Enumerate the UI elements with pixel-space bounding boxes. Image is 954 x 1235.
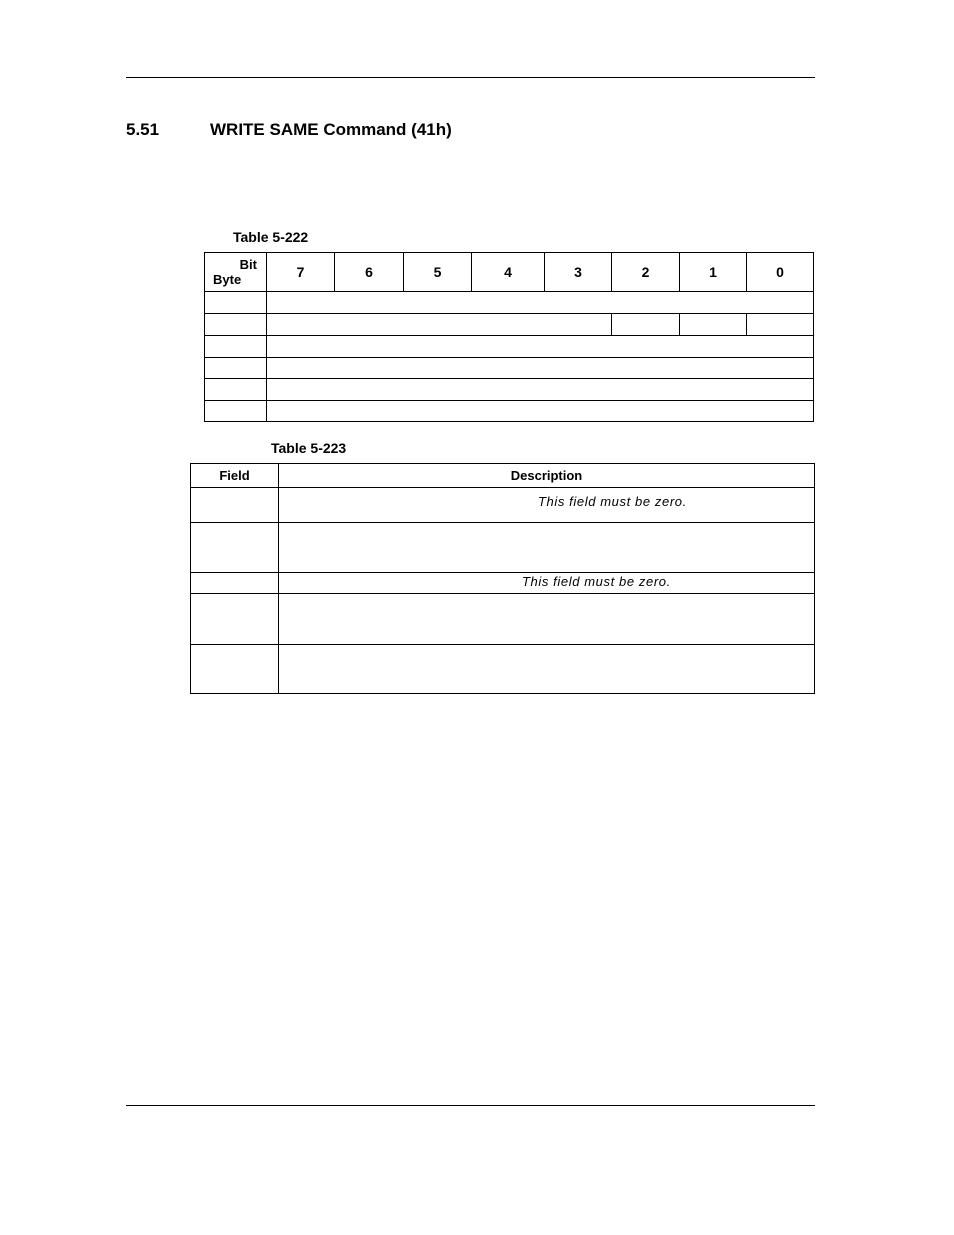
cdb-format-table	[204, 252, 814, 422]
section-title: WRITE SAME Command (41h)	[210, 120, 452, 139]
footer-rule	[126, 1105, 815, 1106]
byte-cell	[205, 379, 267, 401]
field-cell	[267, 314, 612, 336]
description-column-header: Description	[279, 464, 815, 488]
table-row	[205, 292, 814, 314]
field-column-header: Field	[191, 464, 279, 488]
field-name-cell	[191, 523, 279, 573]
field-description-table	[190, 463, 815, 694]
bit-byte-corner	[205, 253, 267, 292]
description-text: This field must be zero.	[538, 494, 687, 509]
field-description-cell	[279, 594, 815, 645]
bit-2-header: 2	[612, 253, 680, 292]
corner-bit-label: Bit	[239, 257, 257, 272]
field-cell	[267, 292, 814, 314]
bit-4-header: 4	[472, 253, 545, 292]
table-5-222-caption: Table 5-222	[233, 229, 309, 245]
section-number: 5.51	[126, 120, 160, 139]
bit-5-header: 5	[404, 253, 472, 292]
field-cell	[680, 314, 747, 336]
field-name-cell	[191, 573, 279, 594]
field-name-cell	[191, 594, 279, 645]
bit-header-row	[205, 253, 814, 292]
field-cell	[267, 401, 814, 422]
table-row	[205, 336, 814, 358]
table-row	[191, 645, 815, 694]
table-row	[191, 523, 815, 573]
field-cell	[267, 379, 814, 401]
field-name-cell	[191, 645, 279, 694]
bit-6-header: 6	[335, 253, 404, 292]
bit-0-header: 0	[747, 253, 814, 292]
table-5-223-caption: Table 5-223	[271, 440, 347, 456]
table-row	[191, 594, 815, 645]
table-row	[205, 379, 814, 401]
byte-cell	[205, 292, 267, 314]
table-row	[191, 488, 815, 523]
bit-1-header: 1	[680, 253, 747, 292]
field-description-cell	[279, 645, 815, 694]
description-text: This field must be zero.	[522, 574, 671, 589]
byte-cell	[205, 314, 267, 336]
field-description-cell	[279, 573, 815, 594]
section-heading	[126, 120, 452, 140]
field-description-cell	[279, 523, 815, 573]
byte-cell	[205, 401, 267, 422]
byte-cell	[205, 336, 267, 358]
field-cell	[267, 358, 814, 379]
field-cell	[747, 314, 814, 336]
field-cell	[267, 336, 814, 358]
table-row	[205, 401, 814, 422]
field-cell	[612, 314, 680, 336]
corner-byte-label: Byte	[213, 272, 242, 287]
header-rule	[126, 77, 815, 78]
field-description-cell	[279, 488, 815, 523]
table-row	[191, 573, 815, 594]
table-row	[205, 358, 814, 379]
bit-3-header: 3	[545, 253, 612, 292]
byte-cell	[205, 358, 267, 379]
bit-7-header: 7	[267, 253, 335, 292]
description-header-row	[191, 464, 815, 488]
field-name-cell	[191, 488, 279, 523]
table-row	[205, 314, 814, 336]
